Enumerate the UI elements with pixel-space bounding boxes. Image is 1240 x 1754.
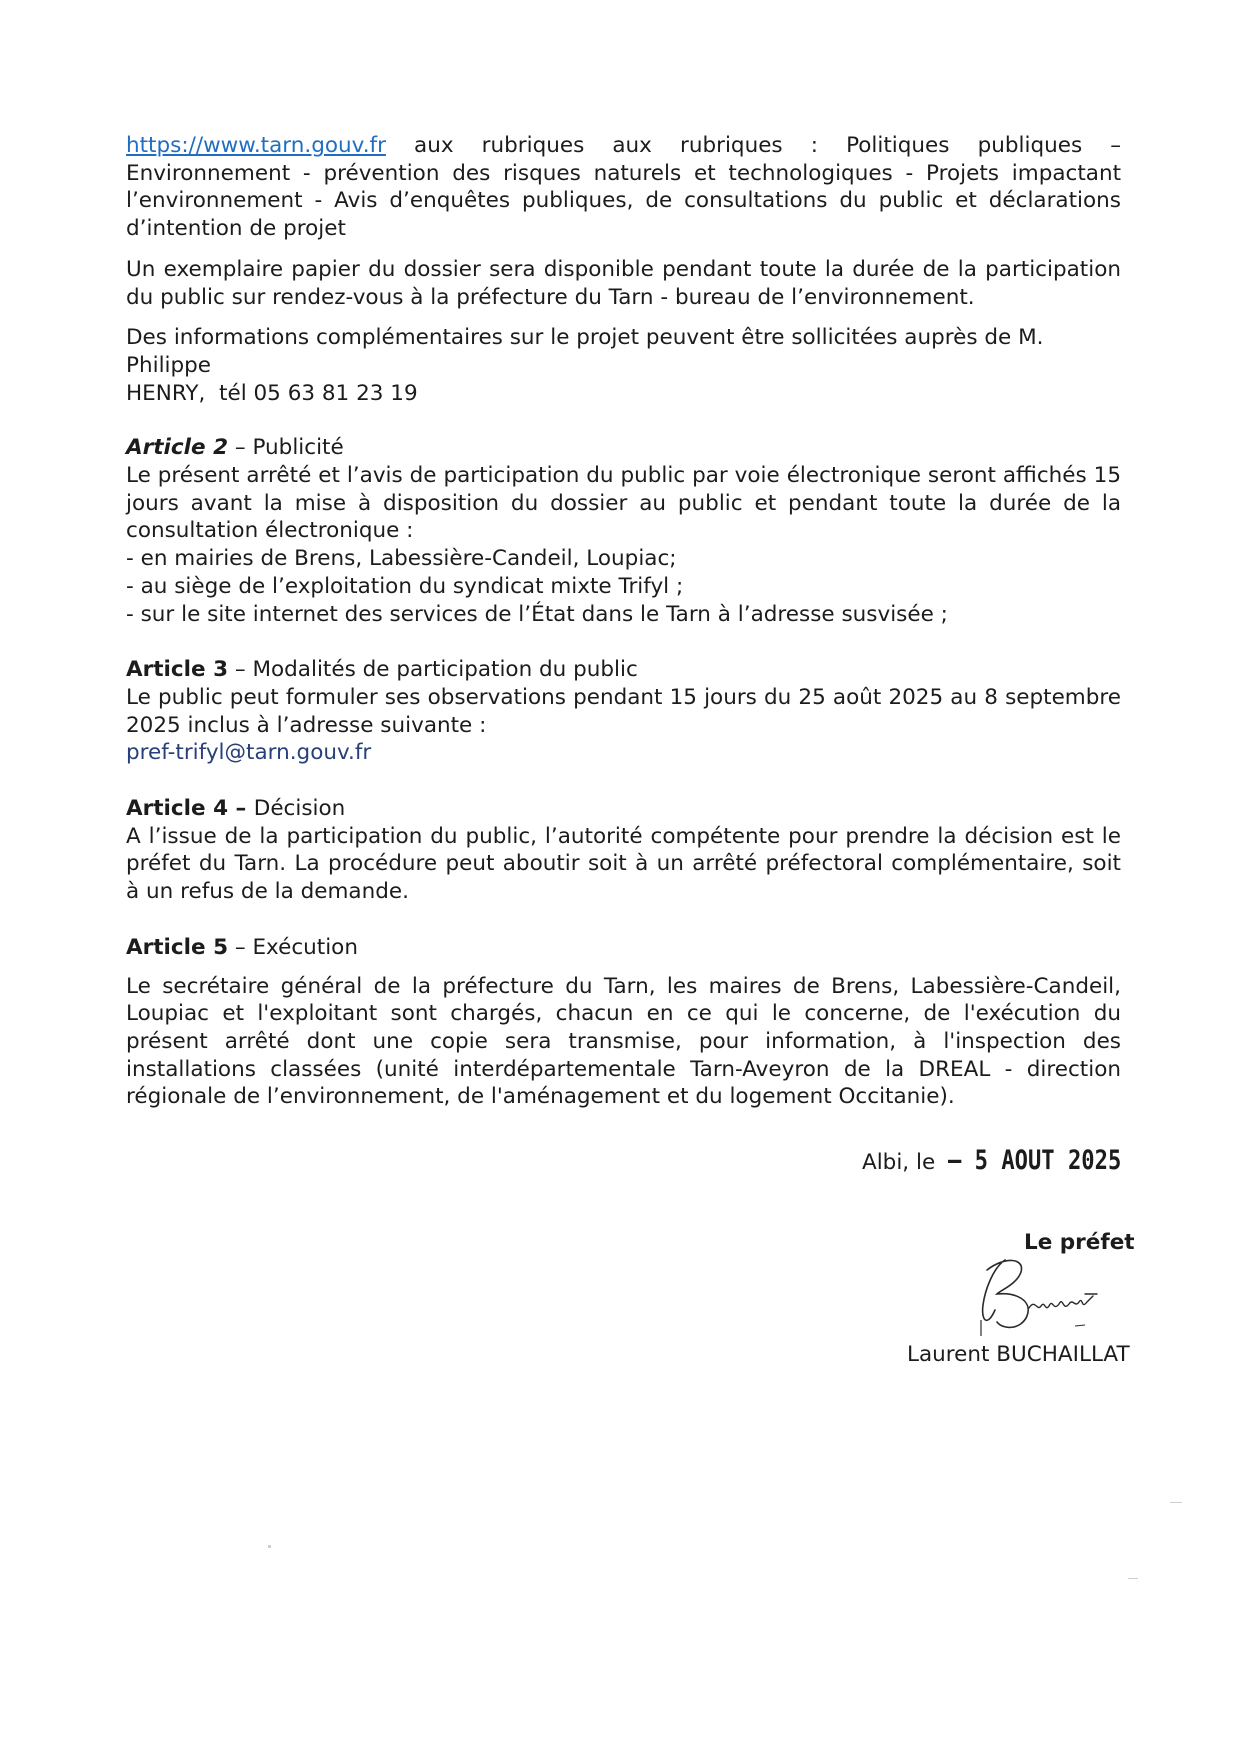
intro-rubric-text: aux rubriques aux rubriques : Politiques publiques – Environnement - prévention des risques naturels et technologiques - Projets impactant l’environnement - Avis d’enquêtes publiques, de consultations du public et déclarations d’intention de projet [126,133,1121,242]
handwritten-signature [975,1250,1125,1340]
prefecture-website-link[interactable]: https://www.tarn.gouv.fr [126,133,386,158]
paper-copy-paragraph: Un exemplaire papier du dossier sera disponible pendant toute la durée de la participation du public sur rendez-vous à la préfecture du Tarn - bureau de l’environnement. [126,256,1121,310]
article-2-item: - sur le site internet des services de l’État dans le Tarn à l’adresse susvisée ; [126,601,948,627]
article-4-body: A l’issue de la participation du public, l’autorité compétente pour prendre la décision est le préfet du Tarn. La procédure peut aboutir soit à un arrêté préfectoral complémentaire, soit à un refus de la demande. [126,823,1121,905]
article-3-title: Modalités de participation du public [252,657,638,683]
scan-mark [268,1545,271,1548]
scan-mark [1170,1502,1182,1503]
article-3-body: Le public peut formuler ses observations pendant 15 jours du 25 août 2025 au 8 septembre 2025 inclus à l’adresse suivante : [126,684,1121,738]
contact-email-link[interactable]: pref-trifyl@tarn.gouv.fr [126,740,372,766]
contact-paragraph [126,324,1121,407]
article-4-title: Décision [253,796,346,822]
signer-name: Laurent BUCHAILLAT [907,1342,1130,1367]
article-3-number: Article 3 [126,657,229,683]
article-5-number: Article 5 [126,934,229,960]
article-2-number: Article 2 [126,435,229,461]
contact-line-1: Des informations complémentaires sur le projet peuvent être sollicitées auprès de M. Philippe [126,325,1044,378]
article-5-heading: Article 5 – Exécution [126,934,358,960]
article-5-title: Exécution [252,934,358,960]
article-2-title: Publicité [252,435,344,461]
article-5-body: Le secrétaire général de la préfecture du Tarn, les maires de Brens, Labessière-Candeil, Loupiac et l'exploitant sont chargés, chacun en ce qui le concerne, de l'exécution du présent arrêté dont une copie sera transmise, pour information, à l'inspection des installations classées (unité interdépartementale Tarn-Aveyron de la DREAL - direction régionale de l’environnement, de l'aménagement et du logement Occitanie). [126,973,1121,1110]
article-3-email-line [126,739,1121,767]
article-3-heading: Article 3 – Modalités de participation du public [126,657,638,683]
document-body [126,132,1121,1111]
signature-place: Albi, le [862,1150,936,1175]
article-4-heading: Article 4 – Décision [126,796,346,822]
article-2-item: - en mairies de Brens, Labessière-Candeil, Loupiac; [126,546,677,572]
article-2-body: Le présent arrêté et l’avis de participation du public par voie électronique seront affichés 15 jours avant la mise à disposition du dossier au public et pendant toute la durée de la consultation électronique : [126,463,1121,544]
contact-line-2: HENRY, tél 05 63 81 23 19 [126,380,418,406]
intro-paragraph [126,132,1121,243]
scan-mark [1128,1578,1138,1579]
article-4-number: Article 4 [126,796,229,822]
article-2-heading: Article 2 – Publicité [126,435,344,461]
signature-date-line [862,1145,1159,1176]
signer-title: Le préfet [1024,1230,1135,1255]
article-2-item: - au siège de l’exploitation du syndicat mixte Trifyl ; [126,573,684,599]
date-stamp: – 5 AOUT 2025 [948,1145,1122,1176]
